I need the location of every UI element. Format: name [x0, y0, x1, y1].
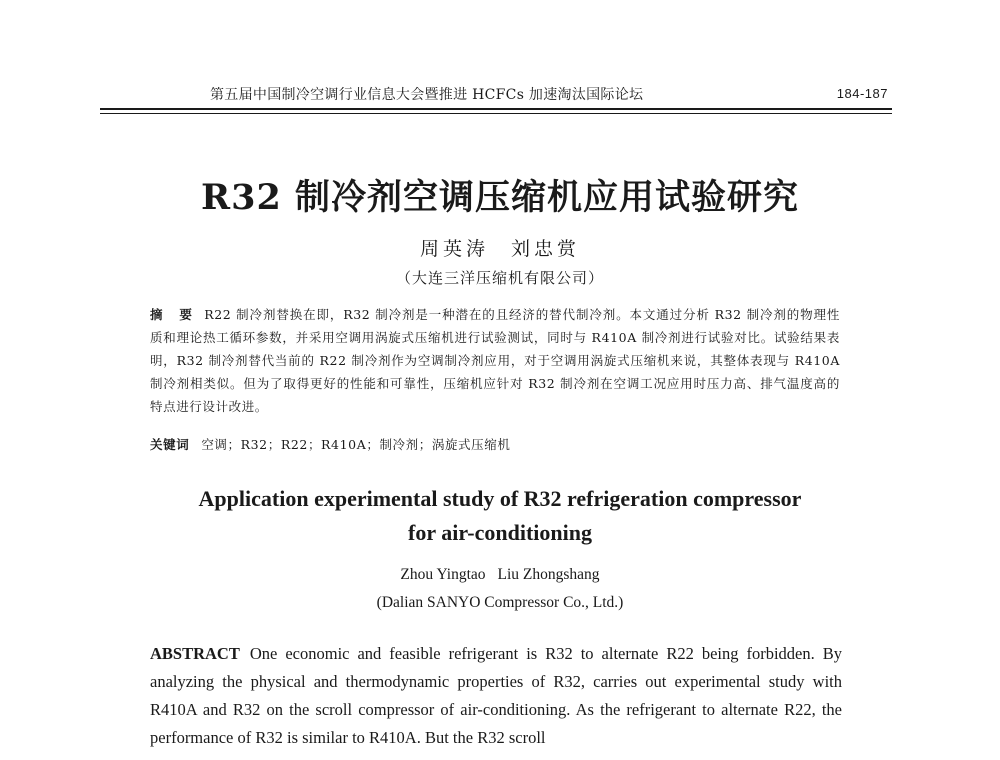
chinese-affiliation: （大连三洋压缩机有限公司） [395, 269, 604, 287]
chinese-abstract-label: 摘 要 [150, 307, 199, 322]
chinese-abstract [150, 303, 840, 418]
english-authors [0, 566, 1000, 584]
conference-title: 第五届中国制冷空调行业信息大会暨推进 HCFCs 加速淘汰国际论坛 [210, 87, 644, 103]
header-rule-thick [100, 108, 892, 110]
english-title [0, 482, 1000, 550]
english-abstract-label: ABSTRACT [150, 644, 240, 663]
english-affiliation: (Dalian SANYO Compressor Co., Ltd.) [376, 594, 624, 611]
chinese-author-2: 刘忠赏 [511, 238, 581, 260]
header-rule-thin [100, 113, 892, 114]
chinese-abstract-text: R22 制冷剂替换在即，R32 制冷剂是一种潜在的且经济的替代制冷剂。本文通过分析 R32 制冷剂的物理性质和理论热工循环参数，并采用空调用涡旋式压缩机进行试验测试，同时与 R410A 制冷剂进行试验对比。试验结果表明，R32 制冷剂替代当前的 R22 制冷剂作为空调制冷剂应用，对于空调用涡旋式压缩机来说，其整体表现与 R410A 制冷剂相类似。但为了取得更好的性能和可靠性，压缩机应针对 R32 制冷剂在空调工况应用时压力高、排气温度高的特点进行设计改进。 [150, 307, 840, 414]
chinese-keywords-label: 关键词 [150, 437, 190, 452]
page-range: 184-187 [836, 86, 888, 101]
running-header [100, 84, 890, 106]
english-author-1: Zhou Yingtao [400, 566, 486, 583]
english-title-line-1: Application experimental study of R32 refrigeration compressor [198, 486, 802, 511]
chinese-keywords-text: 空调；R32；R22；R410A；制冷剂；涡旋式压缩机 [201, 437, 511, 452]
english-abstract [150, 640, 842, 752]
chinese-keywords [150, 435, 840, 453]
chinese-author-1: 周英涛 [419, 238, 489, 260]
english-abstract-text: One economic and feasible refrigerant is R32 to alternate R22 being forbidden. By analyzing the physical and thermodynamic properties of R32, carries out experimental study with R410A and R32 on the scroll compressor of air-conditioning. As the refrigerant to alternate R22, the performance of R32 is similar to R410A. But the R32 scroll [150, 644, 842, 747]
english-author-2: Liu Zhongshang [497, 566, 600, 583]
chinese-title: R32 制冷剂空调压缩机应用试验研究 [201, 177, 799, 218]
english-title-line-2: for air-conditioning [408, 520, 592, 545]
chinese-authors [0, 234, 1000, 261]
